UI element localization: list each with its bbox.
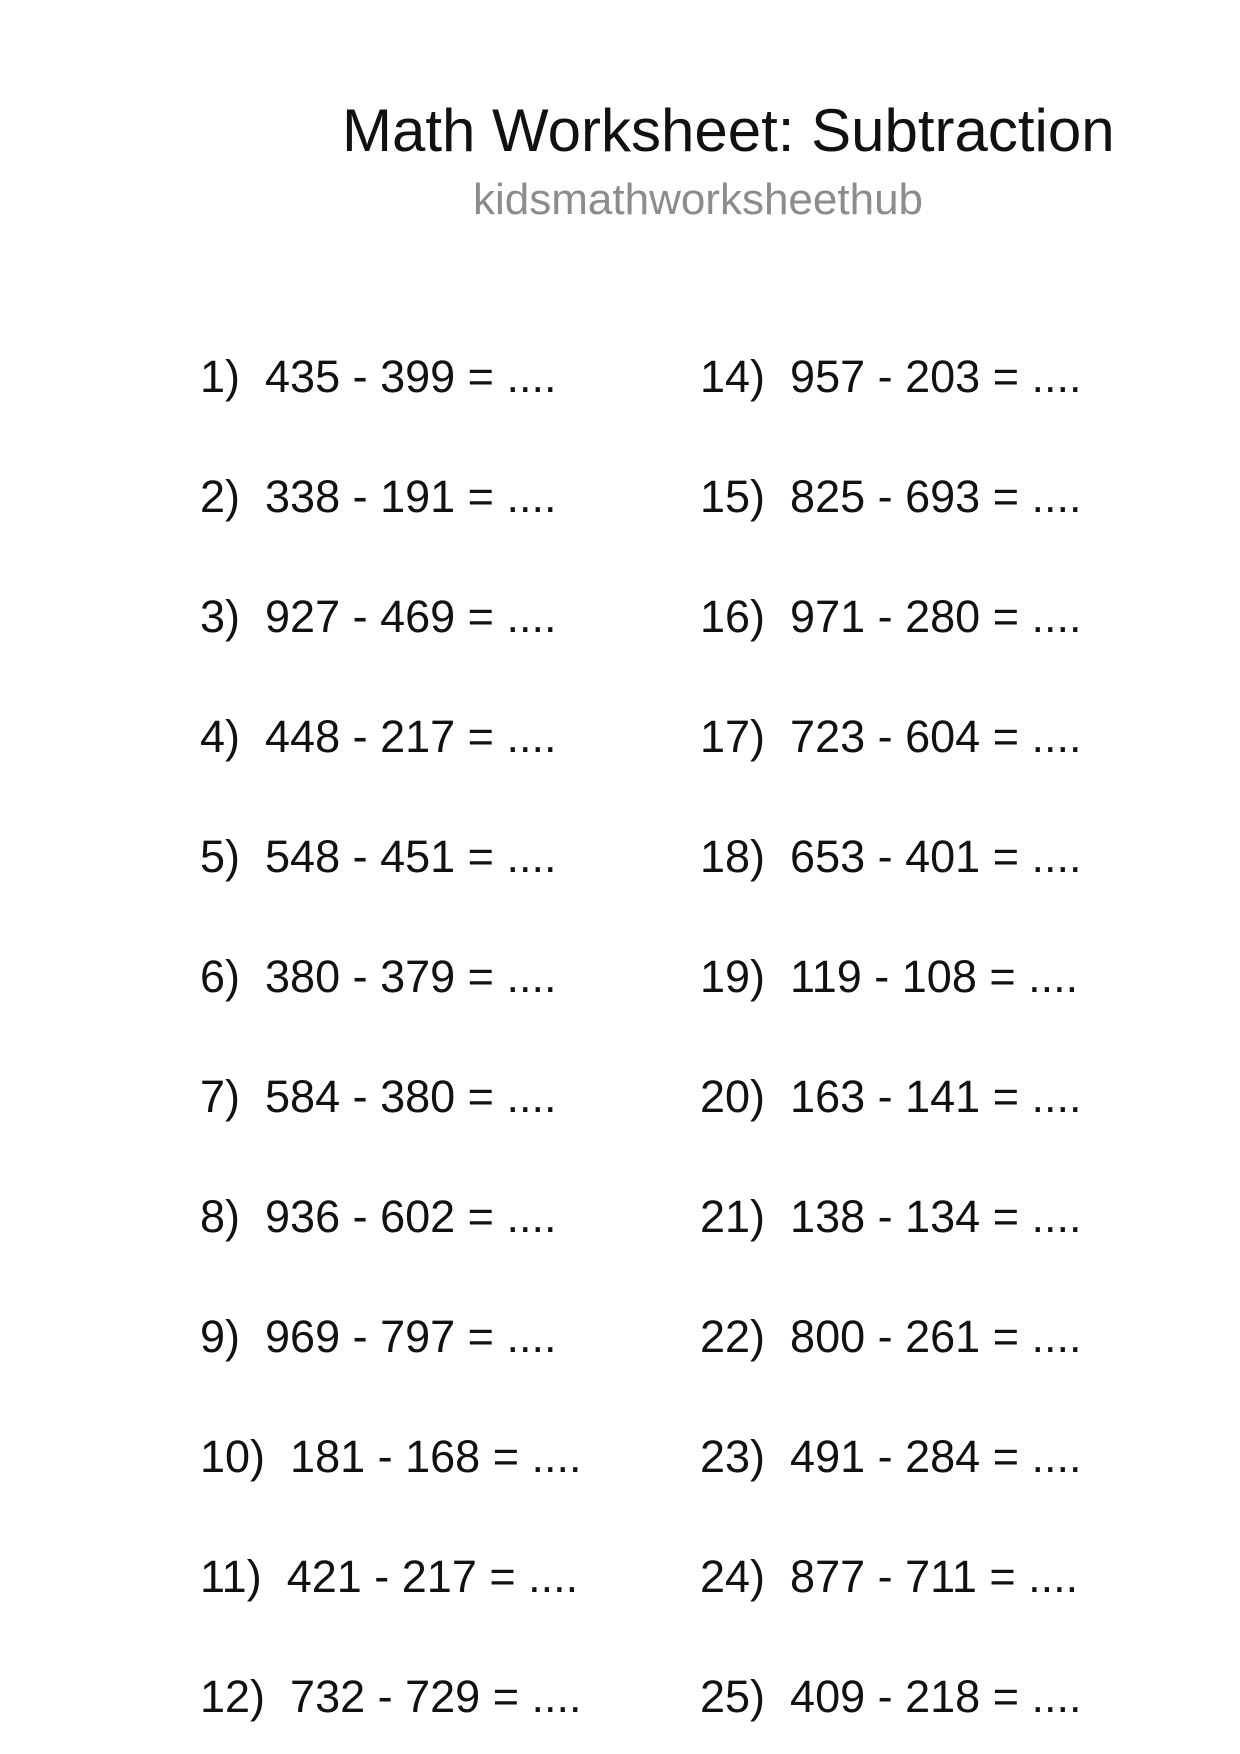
problem-expression: 409 - 218 = .... xyxy=(790,1671,1082,1722)
problem-number: 19) xyxy=(700,951,766,1002)
problem-row xyxy=(200,1157,582,1277)
problem-row xyxy=(700,557,1082,677)
problem-row xyxy=(200,1517,582,1637)
problem-expression: 380 - 379 = .... xyxy=(265,951,557,1002)
problem-row xyxy=(700,1277,1082,1397)
problem-expression: 491 - 284 = .... xyxy=(790,1431,1082,1482)
problem-expression: 723 - 604 = .... xyxy=(790,711,1082,762)
problem-row xyxy=(200,1277,582,1397)
problem-row xyxy=(700,1157,1082,1277)
problem-row xyxy=(200,1397,582,1517)
problem-expression: 163 - 141 = .... xyxy=(790,1071,1082,1122)
problem-row xyxy=(700,677,1082,797)
problem-row xyxy=(700,797,1082,917)
problem-number: 20) xyxy=(700,1071,766,1122)
problem-expression: 138 - 134 = .... xyxy=(790,1191,1082,1242)
problem-number: 18) xyxy=(700,831,766,882)
problem-expression: 825 - 693 = .... xyxy=(790,471,1082,522)
problem-number: 22) xyxy=(700,1311,766,1362)
problem-expression: 957 - 203 = .... xyxy=(790,351,1082,402)
problem-row xyxy=(700,1397,1082,1517)
problem-row xyxy=(200,797,582,917)
problem-expression: 435 - 399 = .... xyxy=(265,351,557,402)
problem-expression: 548 - 451 = .... xyxy=(265,831,557,882)
problem-row xyxy=(200,1037,582,1157)
problem-expression: 584 - 380 = .... xyxy=(265,1071,557,1122)
problem-number: 6) xyxy=(200,951,241,1002)
problem-number: 3) xyxy=(200,591,241,642)
problem-expression: 448 - 217 = .... xyxy=(265,711,557,762)
problem-number: 2) xyxy=(200,471,241,522)
problem-number: 21) xyxy=(700,1191,766,1242)
problem-row xyxy=(700,317,1082,437)
problem-row xyxy=(700,437,1082,557)
problem-expression: 421 - 217 = .... xyxy=(286,1551,579,1602)
problem-number: 5) xyxy=(200,831,241,882)
problem-row xyxy=(200,557,582,677)
problem-expression: 338 - 191 = .... xyxy=(265,471,557,522)
problem-expression: 653 - 401 = .... xyxy=(790,831,1082,882)
problem-number: 14) xyxy=(700,351,766,402)
problem-expression: 732 - 729 = .... xyxy=(290,1671,582,1722)
problem-expression: 181 - 168 = .... xyxy=(290,1431,582,1482)
problem-number: 17) xyxy=(700,711,766,762)
problem-number: 23) xyxy=(700,1431,766,1482)
problems-column-left xyxy=(200,317,582,1754)
problem-number: 7) xyxy=(200,1071,241,1122)
problem-expression: 877 - 711 = .... xyxy=(790,1551,1079,1602)
problem-row xyxy=(700,1517,1082,1637)
problem-number: 10) xyxy=(200,1431,266,1482)
problem-row xyxy=(200,1637,582,1754)
problem-number: 16) xyxy=(700,591,766,642)
problem-number: 15) xyxy=(700,471,766,522)
problem-expression: 927 - 469 = .... xyxy=(265,591,557,642)
problem-row xyxy=(200,437,582,557)
problem-number: 24) xyxy=(700,1551,766,1602)
problem-row xyxy=(700,917,1082,1037)
problem-expression: 936 - 602 = .... xyxy=(265,1191,557,1242)
problem-row xyxy=(700,1637,1082,1754)
problem-number: 8) xyxy=(200,1191,241,1242)
problem-number: 25) xyxy=(700,1671,766,1722)
problem-row xyxy=(200,917,582,1037)
problem-expression: 119 - 108 = .... xyxy=(790,951,1079,1002)
problem-expression: 969 - 797 = .... xyxy=(265,1311,557,1362)
problem-number: 4) xyxy=(200,711,241,762)
problem-row xyxy=(700,1037,1082,1157)
problem-expression: 971 - 280 = .... xyxy=(790,591,1082,642)
problem-number: 12) xyxy=(200,1671,266,1722)
page-title: Math Worksheet: Subtraction xyxy=(342,97,1115,164)
problem-number: 11) xyxy=(200,1551,262,1602)
problem-number: 1) xyxy=(200,351,241,402)
problem-row xyxy=(200,317,582,437)
problem-expression: 800 - 261 = .... xyxy=(790,1311,1082,1362)
problem-row xyxy=(200,677,582,797)
page-subtitle: kidsmathworksheethub xyxy=(473,175,924,224)
problems-column-right xyxy=(700,317,1082,1754)
problem-number: 9) xyxy=(200,1311,241,1362)
